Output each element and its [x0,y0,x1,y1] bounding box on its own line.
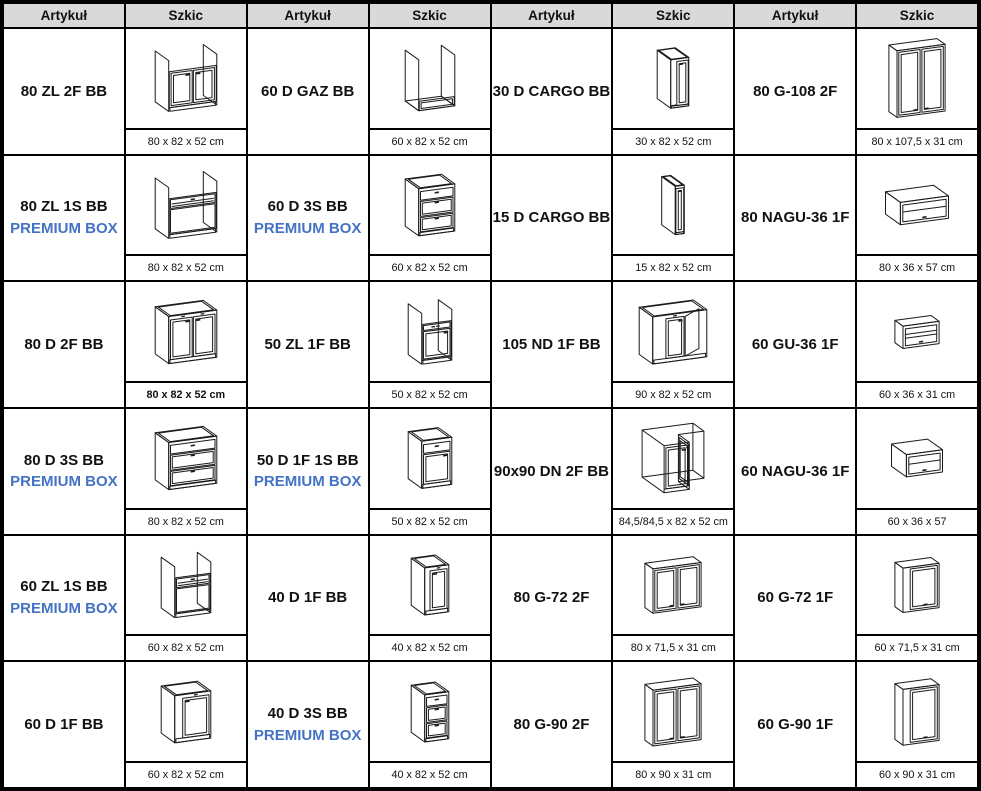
column-header-szkic: Szkic [125,3,247,28]
dimensions-label: 80 x 82 x 52 cm [126,381,246,407]
premium-box-label: PREMIUM BOX [10,473,118,491]
article-code: 60 G-90 1F [757,715,834,733]
article-cell [734,408,856,535]
cabinet-sketch-base-1f-icon [370,536,490,635]
cabinet-sketch-base-1f-icon [126,662,246,761]
cabinet-sketch-low-nagu-icon [857,156,977,255]
dimensions-label: 80 x 90 x 31 cm [613,761,733,787]
article-code: 60 D 1F BB [24,715,104,733]
sketch-cell [369,408,491,535]
article-code: 40 D 3S BB [267,705,348,723]
sketch-cell [856,281,978,408]
sketch-cell [125,661,247,788]
article-cell [3,281,125,408]
sketch-cell [612,408,734,535]
article-code: 80 ZL 2F BB [20,82,108,100]
sketch-cell [369,281,491,408]
dimensions-label: 50 x 82 x 52 cm [370,381,490,407]
dimensions-label: 80 x 71,5 x 31 cm [613,634,733,660]
dimensions-label: 40 x 82 x 52 cm [370,761,490,787]
dimensions-label: 60 x 90 x 31 cm [857,761,977,787]
article-cell [247,28,369,155]
dimensions-label: 90 x 82 x 52 cm [613,381,733,407]
article-cell [734,661,856,788]
article-code: 30 D CARGO BB [492,82,611,100]
article-code: 80 G-90 2F [513,715,590,733]
article-code: 40 D 1F BB [268,589,348,607]
article-cell [491,661,613,788]
cabinet-sketch-drawers-3s-icon [370,156,490,255]
article-cell [491,28,613,155]
cabinet-sketch-zl-2f-icon [126,29,246,128]
article-code: 80 NAGU-36 1F [741,209,850,227]
article-code: 80 G-108 2F [753,82,838,100]
dimensions-label: 60 x 36 x 57 [857,508,977,534]
cabinet-sketch-corner-nd-icon [613,282,733,381]
column-header-artykul: Artykuł [3,3,125,28]
article-cell [734,28,856,155]
column-header-artykul: Artykuł [491,3,613,28]
article-cell [3,408,125,535]
sketch-cell [125,535,247,662]
sketch-cell [856,28,978,155]
premium-box-label: PREMIUM BOX [253,726,362,744]
article-cell [3,661,125,788]
article-code: 50 ZL 1F BB [264,335,351,353]
article-code: 60 G-72 1F [757,589,834,607]
article-code: 60 D 3S BB [267,198,348,216]
cabinet-sketch-zl-1s-icon [126,536,246,635]
dimensions-label: 15 x 82 x 52 cm [613,254,733,280]
dimensions-label: 60 x 82 x 52 cm [126,634,246,660]
sketch-cell [856,535,978,662]
cabinet-sketch-drawers-3s-icon [126,409,246,508]
article-code: 60 NAGU-36 1F [741,462,850,480]
sketch-cell [612,281,734,408]
sketch-cell [369,535,491,662]
article-code: 105 ND 1F BB [502,335,601,353]
article-code: 90x90 DN 2F BB [493,462,609,480]
article-cell [734,535,856,662]
cabinet-sketch-wall-2f-icon [613,536,733,635]
article-cell [734,281,856,408]
dimensions-label: 60 x 82 x 52 cm [370,254,490,280]
article-code: 80 D 2F BB [24,335,104,353]
dimensions-label: 40 x 82 x 52 cm [370,634,490,660]
article-code: 80 D 3S BB [23,451,104,469]
sketch-cell [856,408,978,535]
cabinet-sketch-wall-2f-icon [857,29,977,128]
cabinet-sketch-wall-1f-icon [857,662,977,761]
dimensions-label: 50 x 82 x 52 cm [370,508,490,534]
article-cell [247,535,369,662]
cabinet-sketch-cargo-icon [613,156,733,255]
sketch-cell [612,28,734,155]
dimensions-label: 60 x 71,5 x 31 cm [857,634,977,660]
cabinet-sketch-zl-1s-icon [126,156,246,255]
cabinet-sketch-gaz-icon [370,29,490,128]
sketch-cell [125,408,247,535]
cabinet-sketch-corner-l-icon [613,409,733,508]
article-code: 60 GU-36 1F [751,335,839,353]
article-code: 15 D CARGO BB [492,209,611,227]
dimensions-label: 60 x 82 x 52 cm [370,128,490,154]
sketch-cell [369,155,491,282]
column-header-artykul: Artykuł [247,3,369,28]
dimensions-label: 80 x 82 x 52 cm [126,254,246,280]
sketch-cell [125,281,247,408]
article-cell [247,661,369,788]
sketch-cell [612,535,734,662]
dimensions-label: 80 x 107,5 x 31 cm [857,128,977,154]
column-header-szkic: Szkic [369,3,491,28]
cabinet-sketch-base-2f-icon [126,282,246,381]
article-cell [247,281,369,408]
sketch-cell [612,155,734,282]
sketch-cell [856,155,978,282]
dimensions-label: 30 x 82 x 52 cm [613,128,733,154]
cabinet-sketch-cargo-icon [613,29,733,128]
cabinet-sketch-low-gu-icon [857,282,977,381]
article-cell [491,281,613,408]
article-cell [491,408,613,535]
sketch-cell [125,28,247,155]
premium-box-label: PREMIUM BOX [10,219,118,237]
article-code: 60 ZL 1S BB [20,578,108,596]
article-code: 60 D GAZ BB [261,82,355,100]
cabinet-sketch-low-nagu-icon [857,409,977,508]
premium-box-label: PREMIUM BOX [10,599,118,617]
column-header-szkic: Szkic [856,3,978,28]
article-code: 80 G-72 2F [513,589,590,607]
article-cell [247,155,369,282]
article-cell [734,155,856,282]
sketch-cell [369,661,491,788]
sketch-cell [856,661,978,788]
dimensions-label: 80 x 36 x 57 cm [857,254,977,280]
article-cell [491,535,613,662]
dimensions-label: 80 x 82 x 52 cm [126,128,246,154]
cabinet-sketch-wall-1f-icon [857,536,977,635]
article-cell [3,155,125,282]
cabinet-sketch-door-drawer-icon [370,409,490,508]
sketch-cell [612,661,734,788]
article-code: 50 D 1F 1S BB [256,451,359,469]
article-cell [247,408,369,535]
dimensions-label: 80 x 82 x 52 cm [126,508,246,534]
column-header-szkic: Szkic [612,3,734,28]
dimensions-label: 60 x 36 x 31 cm [857,381,977,407]
sketch-cell [369,28,491,155]
cabinet-sketch-wall-2f-icon [613,662,733,761]
premium-box-label: PREMIUM BOX [253,219,362,237]
dimensions-label: 84,5/84,5 x 82 x 52 cm [613,508,733,534]
article-cell [491,155,613,282]
premium-box-label: PREMIUM BOX [253,473,362,491]
cabinet-sketch-drawers-3s-icon [370,662,490,761]
column-header-artykul: Artykuł [734,3,856,28]
article-cell [3,535,125,662]
sketch-cell [125,155,247,282]
article-cell [3,28,125,155]
cabinet-sketch-zl-1f-icon [370,282,490,381]
dimensions-label: 60 x 82 x 52 cm [126,761,246,787]
article-code: 80 ZL 1S BB [20,198,108,216]
